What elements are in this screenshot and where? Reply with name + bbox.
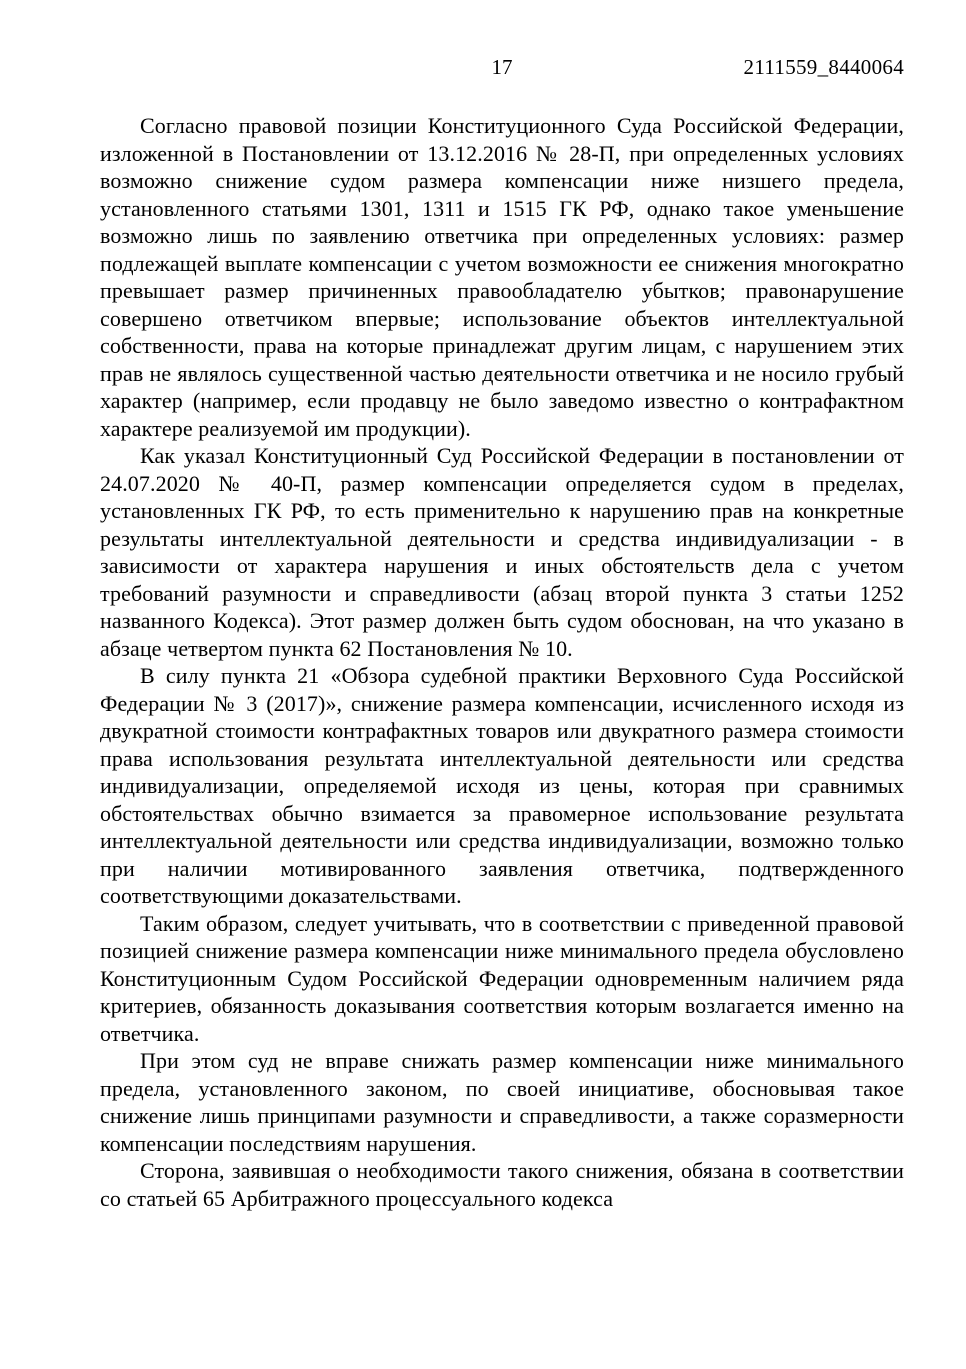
document-body — [100, 112, 904, 1212]
paragraph-3: В силу пункта 21 «Обзора судебной практики Верховного Суда Российской Федерации № 3 (2017)», снижение размера компенсации, исчисленного исходя из двукратной стоимости контрафактных товаров или двукратного размера стоимости права использования результата интеллектуальной деятельности или средства индивидуализации, определяемой исходя из цены, которая при сравнимых обстоятельствах обычно взимается за правомерное использование результата интеллектуальной деятельности или средства индивидуализации, возможно только при наличии мотивированного заявления ответчика, подтвержденного соответствующими доказательствами. — [100, 663, 904, 908]
paragraph-2: Как указал Конституционный Суд Российской Федерации в постановлении от 24.07.2020 № 40-П, размер компенсации определяется судом в пределах, установленных ГК РФ, то есть применительно к нарушению прав на конкретные результаты интеллектуальной деятельности и средства индивидуализации - в зависимости от характера нарушения и иных обстоятельств дела с учетом требований разумности и справедливости (абзац второй пункта 3 статьи 1252 названного Кодекса). Этот размер должен быть судом обоснован, на что указано в абзаце четвертом пункта 62 Постановления № 10. — [100, 443, 904, 661]
paragraph-4: Таким образом, следует учитывать, что в соответствии с приведенной правовой позицией снижение размера компенсации ниже минимального предела обусловлено Конституционным Судом Российской Федерации одновременным наличием ряда критериев, обязанность доказывания соответствия которым возлагается именно на ответчика. — [100, 910, 904, 1046]
paragraph-1: Согласно правовой позиции Конституционного Суда Российской Федерации, изложенной в Постановлении от 13.12.2016 № 28-П, при определенных условиях возможно снижение судом размера компенсации ниже низшего предела, установленного статьями 1301, 1311 и 1515 ГК РФ, однако такое уменьшение возможно лишь по заявлению ответчика при определенных условиях: размер подлежащей выплате компенсации с учетом возможности ее снижения многократно превышает размер причиненных правообладателю убытков; правонарушение совершено ответчиком впервые; использование объектов интеллектуальной собственности, права на которые принадлежат другим лицам, с нарушением этих прав не являлось существенной частью деятельности ответчика и не носило грубый характер (например, если продавцу не было заведомо известно о контрафактном характере реализуемой им продукции). — [100, 113, 904, 441]
page-number: 17 — [491, 55, 513, 79]
document-id: 2111559_8440064 — [743, 55, 904, 79]
paragraph-5: При этом суд не вправе снижать размер компенсации ниже минимального предела, установленного законом, по своей инициативе, обосновывая такое снижение лишь принципами разумности и справедливости, а также соразмерности компенсации последствиям нарушения. — [100, 1048, 904, 1156]
page-header — [100, 54, 904, 81]
paragraph-6: Сторона, заявившая о необходимости такого снижения, обязана в соответствии со статьей 65 Арбитражного процессуального кодекса — [100, 1158, 904, 1211]
